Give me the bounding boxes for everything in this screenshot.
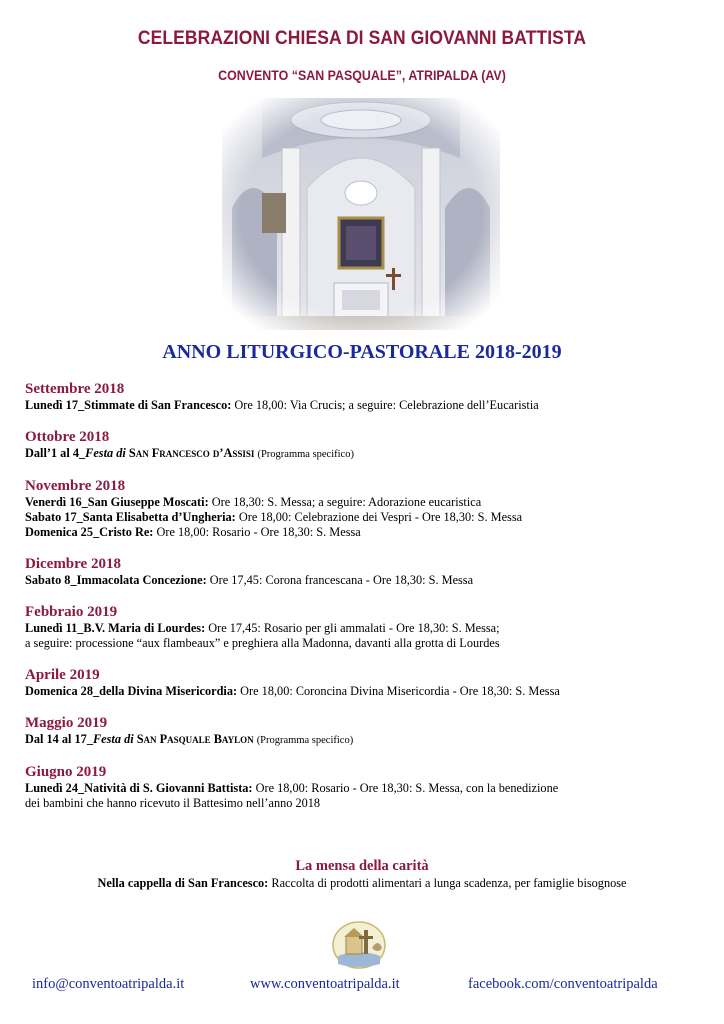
event-note: (Programma specifico) <box>257 449 354 460</box>
mensa-title: La mensa della carità <box>295 858 429 874</box>
facebook-link[interactable]: facebook.com/conventoatripalda <box>468 976 658 992</box>
event-line <box>25 398 705 413</box>
month-block <box>25 714 705 748</box>
convent-logo-icon <box>326 918 392 970</box>
page-subtitle: CONVENTO “SAN PASQUALE”, ATRIPALDA (AV) <box>218 68 506 83</box>
event-title: Sabato 8_Immacolata Concezione: <box>25 573 207 587</box>
event-title: Lunedì 24_Natività di S. Giovanni Battista: <box>25 781 253 795</box>
event-detail: a seguire: processione “aux flambeaux” e preghiera alla Madonna, davanti alla grotta di Lourdes <box>25 636 500 650</box>
month-name: Settembre 2018 <box>25 381 125 397</box>
event-detail: Ore 18,00: Celebrazione dei Vespri - Ore 18,30: S. Messa <box>235 510 523 524</box>
event-title: Domenica 25_Cristo Re: <box>25 525 154 539</box>
website-link[interactable]: www.conventoatripalda.it <box>250 976 400 992</box>
event-detail: dei bambini che hanno ricevuto il Battesimo nell’anno 2018 <box>25 796 321 810</box>
month-block <box>25 428 705 462</box>
section-title: ANNO LITURGICO-PASTORALE 2018-2019 <box>162 341 562 363</box>
event-detail: Ore 17,45: Corona francescana - Ore 18,30: S. Messa <box>206 573 474 587</box>
event-dates: Dal 14 al 17_ <box>25 732 93 746</box>
event-festa: Festa di <box>92 732 134 746</box>
event-title: Lunedì 11_B.V. Maria di Lourdes: <box>25 621 206 635</box>
month-name: Febbraio 2019 <box>25 604 118 620</box>
event-saint: San Francesco d’Assisi <box>128 446 255 460</box>
event-festa: Festa di <box>85 446 126 460</box>
events-list <box>25 380 705 826</box>
event-line <box>25 621 705 636</box>
event-line <box>25 732 705 748</box>
month-block <box>25 763 705 811</box>
month-block <box>25 603 705 651</box>
event-line <box>25 510 705 525</box>
mensa-detail: Raccolta di prodotti alimentari a lunga scadenza, per famiglie bisognose <box>268 876 627 890</box>
page-title: CELEBRAZIONI CHIESA DI SAN GIOVANNI BATTISTA <box>137 28 587 49</box>
event-line <box>25 636 705 651</box>
event-line <box>25 684 705 699</box>
mensa-location: Nella cappella di San Francesco: <box>97 876 269 890</box>
event-detail: Ore 17,45: Rosario per gli ammalati - Ore 18,30: S. Messa; <box>205 621 500 635</box>
event-title: Sabato 17_Santa Elisabetta d’Ungheria: <box>25 510 236 524</box>
event-title: Domenica 28_della Divina Misericordia: <box>25 684 238 698</box>
event-saint: San Pasquale Baylon <box>136 732 254 746</box>
month-block <box>25 666 705 699</box>
event-line <box>25 781 705 796</box>
event-line <box>25 525 705 540</box>
event-line <box>25 446 705 462</box>
month-name: Giugno 2019 <box>25 764 107 780</box>
month-name: Maggio 2019 <box>25 715 108 731</box>
month-name: Ottobre 2018 <box>25 429 110 445</box>
month-block <box>25 555 705 588</box>
event-title: Lunedì 17_Stimmate di San Francesco: <box>25 398 232 412</box>
event-line <box>25 495 705 510</box>
event-detail: Ore 18,00: Rosario - Ore 18,30: S. Messa <box>153 525 361 539</box>
event-line <box>25 796 705 811</box>
month-name: Aprile 2019 <box>25 667 100 683</box>
event-detail: Ore 18,30: S. Messa; a seguire: Adorazione eucaristica <box>208 495 482 509</box>
event-detail: Ore 18,00: Via Crucis; a seguire: Celebrazione dell’Eucaristia <box>231 398 539 412</box>
mensa-line <box>0 875 724 891</box>
month-name: Dicembre 2018 <box>25 556 121 572</box>
event-detail: Ore 18,00: Coroncina Divina Misericordia - Ore 18,30: S. Messa <box>237 684 560 698</box>
event-line <box>25 573 705 588</box>
mensa-section <box>0 857 724 891</box>
event-note: (Programma specifico) <box>256 735 354 746</box>
church-interior-photo <box>222 98 500 330</box>
month-block <box>25 380 705 413</box>
email-link[interactable]: info@conventoatripalda.it <box>32 976 185 992</box>
event-detail: Ore 18,00: Rosario - Ore 18,30: S. Messa, con la benedizione <box>252 781 559 795</box>
month-name: Novembre 2018 <box>25 478 126 494</box>
month-block <box>25 477 705 540</box>
event-title: Venerdì 16_San Giuseppe Moscati: <box>25 495 209 509</box>
event-dates: Dall’1 al 4_ <box>25 446 86 460</box>
